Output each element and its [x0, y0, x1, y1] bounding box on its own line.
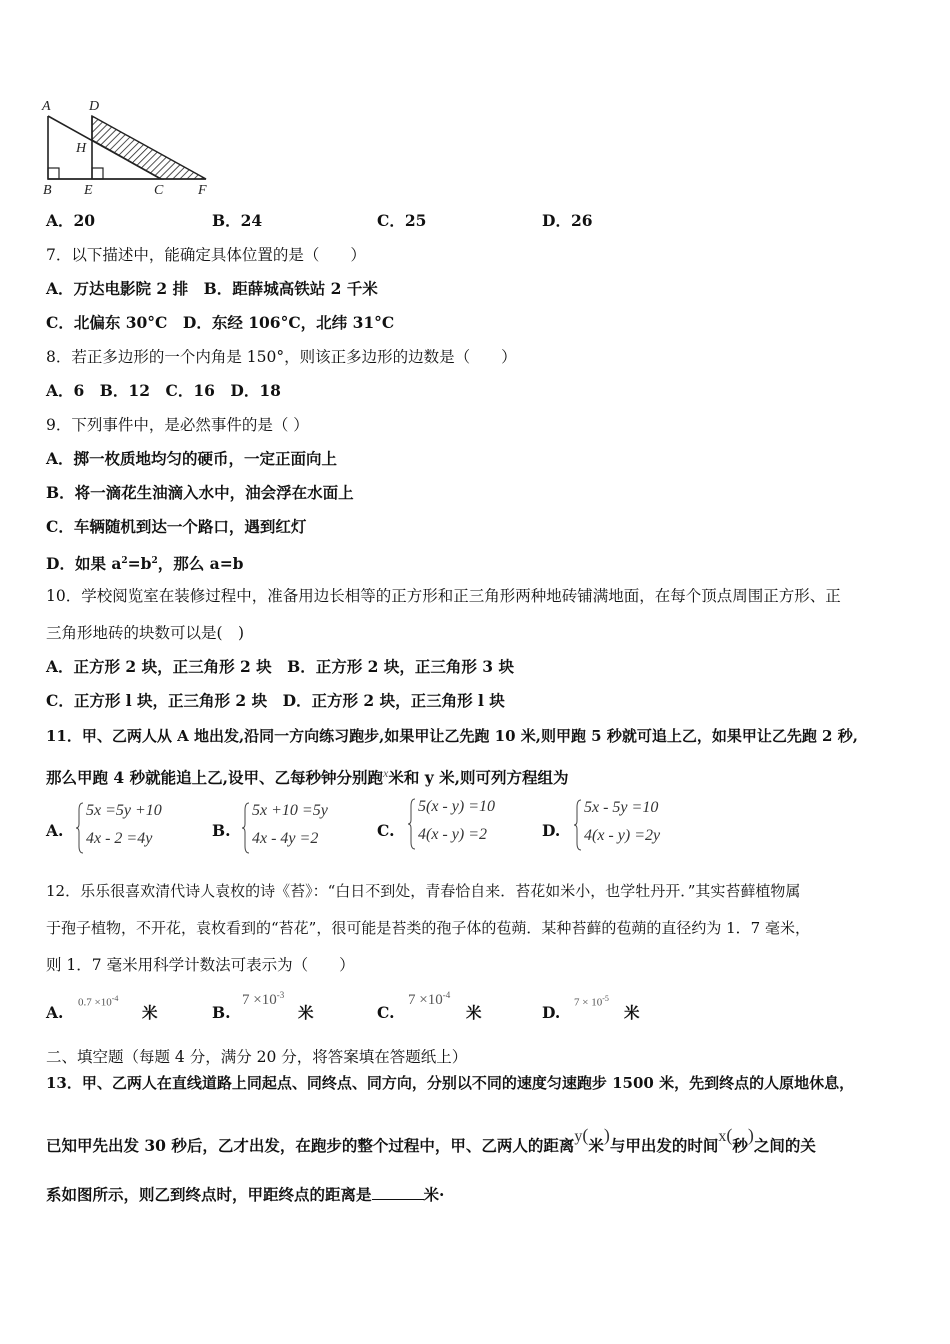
- q7-options-line2: C．北偏东 30°C D．东经 106°C，北纬 31°C: [46, 313, 395, 332]
- q11-c-row1: 5(x - y) =10: [418, 798, 495, 815]
- q9-d-suffix: ，那么 a=b: [157, 554, 244, 574]
- q12-unit-a: 米: [142, 1003, 158, 1022]
- q11-b-row1: 5x +10 =5y: [252, 802, 328, 819]
- q12-value-d: [574, 994, 609, 1009]
- q12-d-base: 7 × 10: [574, 996, 603, 1009]
- q8-stem: 8．若正多边形的一个内角是 150°，则该正多边形的边数是（ ）: [46, 348, 517, 366]
- q12-value-c: [408, 990, 450, 1009]
- q12-label-b: B.: [212, 1003, 231, 1022]
- q9-d-sup2: 2: [151, 556, 158, 566]
- section-2-heading: 二、填空题（每题 4 分，满分 20 分，将答案填在答题纸上）: [46, 1048, 468, 1066]
- q8-options: A．6 B．12 C．16 D．18: [46, 381, 281, 400]
- label-a: A: [42, 99, 51, 114]
- label-h: H: [76, 141, 87, 156]
- q9-option-b: B．将一滴花生油滴入水中，油会浮在水面上: [46, 483, 354, 502]
- label-c: C: [154, 183, 164, 196]
- q13-unit-s: 秒: [732, 1136, 748, 1155]
- q13-line2b: 与甲出发的时间: [609, 1136, 719, 1155]
- q12-c-base: 7 ×10: [408, 992, 443, 1008]
- q12-stem-line3: 则 1．7 毫米用科学计数法可表示为（ ）: [46, 956, 355, 974]
- q9-option-c: C．车辆随机到达一个路口，遇到红灯: [46, 517, 307, 536]
- label-d: D: [89, 99, 100, 114]
- q11-stem-line1: 11．甲、乙两人从 A 地出发,沿同一方向练习跑步,如果甲让乙先跑 10 米,则甲跑 5 秒就可追上乙，如果甲让乙先跑 2 秒,: [46, 727, 858, 745]
- q12-a-exp: -4: [111, 994, 119, 1003]
- answer-blank[interactable]: [372, 1185, 424, 1200]
- q11-stem-line2: [46, 762, 569, 789]
- right-angle-marker-e: [92, 168, 103, 179]
- q11-a-row1: 5x =5y +10: [86, 802, 162, 819]
- q6-option-c: C．25: [377, 211, 427, 230]
- q11-d-row2: 4(x - y) =2y: [584, 827, 661, 844]
- right-angle-marker-b: [48, 168, 59, 179]
- q13-line2c: 之间的关: [753, 1136, 816, 1155]
- q12-unit-d: 米: [624, 1003, 640, 1022]
- q12-c-exp: -4: [442, 990, 451, 1000]
- q11-b-row2: 4x - 4y =2: [252, 830, 319, 847]
- q6-option-a: A．20: [46, 211, 96, 230]
- q10-options-line1: A．正方形 2 块，正三角形 2 块 B．正方形 2 块，正三角形 3 块: [46, 657, 514, 676]
- label-e: E: [84, 183, 93, 196]
- q9-d-prefix: D．如果 a: [46, 554, 122, 574]
- q6-option-b: B．24: [212, 211, 263, 230]
- q12-a-base: 0.7 ×10: [78, 996, 112, 1009]
- q13-var-x: x: [718, 1128, 727, 1145]
- q13-unit-m: 米: [588, 1136, 604, 1155]
- q9-stem: 9．下列事件中，是必然事件的是（ ）: [46, 416, 309, 434]
- q12-stem-line1: 12．乐乐很喜欢清代诗人袁枚的诗《苔》：“白日不到处，青春恰自来．苔花如米小，也学牡丹开．”其实苔藓植物属: [46, 882, 801, 900]
- q11-a-row2: 4x - 2 =4y: [86, 830, 153, 847]
- q9-d-mid: =b: [127, 554, 152, 574]
- q11-label-d: D.: [542, 821, 561, 840]
- q11-d-row1: 5x - 5y =10: [584, 799, 659, 816]
- q13-y-group: y(: [574, 1125, 589, 1145]
- q13-line3: [46, 1184, 444, 1206]
- triangle-figure: [36, 96, 266, 196]
- q11-var-x: x: [382, 766, 389, 780]
- q12-unit-c: 米: [466, 1003, 482, 1022]
- q11-stem2b: 米和 y 米,则可列方程组为: [388, 768, 569, 788]
- shaded-region: [92, 116, 206, 179]
- q13-line3b: 米·: [423, 1185, 445, 1204]
- q9-option-a: A．掷一枚质地均匀的硬币，一定正面向上: [46, 449, 338, 468]
- q12-label-d: D.: [542, 1003, 561, 1022]
- q11-stem2a: 那么甲跑 4 秒就能追上乙,设甲、乙每秒钟分别跑: [46, 768, 383, 788]
- q12-value-b: [242, 990, 284, 1009]
- q10-stem-line1: 10．学校阅览室在装修过程中，准备用边长相等的正方形和正三角形两种地砖铺满地面，在每个顶点周围正方形、正: [46, 587, 841, 605]
- q13-x-group: x(: [718, 1125, 733, 1145]
- q7-options-line1: A．万达电影院 2 排 B．距薛城高铁站 2 千米: [46, 279, 378, 298]
- q9-option-d: [46, 550, 244, 575]
- q13-line2a: 已知甲先出发 30 秒后，乙才出发，在跑步的整个过程中，甲、乙两人的距离: [46, 1136, 575, 1155]
- q10-options-line2: C．正方形 l 块，正三角形 2 块 D．正方形 2 块，正三角形 l 块: [46, 691, 505, 710]
- label-b: B: [43, 183, 52, 196]
- q11-label-b: B.: [212, 821, 231, 840]
- q13-line2: 已知甲先出发 30 秒后，乙才出发，在跑步的整个过程中，甲、乙两人的距离y(米)与甲出发的时间x(秒)之间的关: [46, 1125, 816, 1155]
- q10-stem-line2: 三角形地砖的块数可以是( ): [46, 624, 245, 642]
- label-f: F: [198, 183, 207, 196]
- q13-line3a: 系如图所示，则乙到终点时，甲距终点的距离是: [46, 1185, 372, 1204]
- q9-d-sup1: 2: [121, 556, 128, 566]
- q12-label-c: C.: [377, 1003, 395, 1022]
- q12-value-a: [78, 994, 118, 1009]
- q6-option-d: D．26: [542, 211, 593, 230]
- q12-label-a: A.: [46, 1003, 64, 1022]
- q11-label-a: A.: [46, 821, 64, 840]
- q12-b-exp: -3: [276, 990, 285, 1000]
- q7-stem: 7．以下描述中，能确定具体位置的是（ ）: [46, 246, 366, 264]
- q12-b-base: 7 ×10: [242, 992, 277, 1008]
- q13-line1: 13．甲、乙两人在直线道路上同起点、同终点、同方向，分别以不同的速度匀速跑步 1500 米，先到终点的人原地休息，: [46, 1074, 855, 1092]
- q13-var-y: y: [574, 1128, 583, 1145]
- q12-unit-b: 米: [298, 1003, 314, 1022]
- q12-d-exp: -5: [602, 994, 609, 1003]
- q11-c-row2: 4(x - y) =2: [418, 826, 487, 843]
- q11-label-c: C.: [377, 821, 395, 840]
- q12-stem-line2: 于孢子植物，不开花，袁枚看到的“苔花”，很可能是苔类的孢子体的苞蒴．某种苔藓的苞蒴的直径约为 1．7 毫米，: [46, 919, 810, 937]
